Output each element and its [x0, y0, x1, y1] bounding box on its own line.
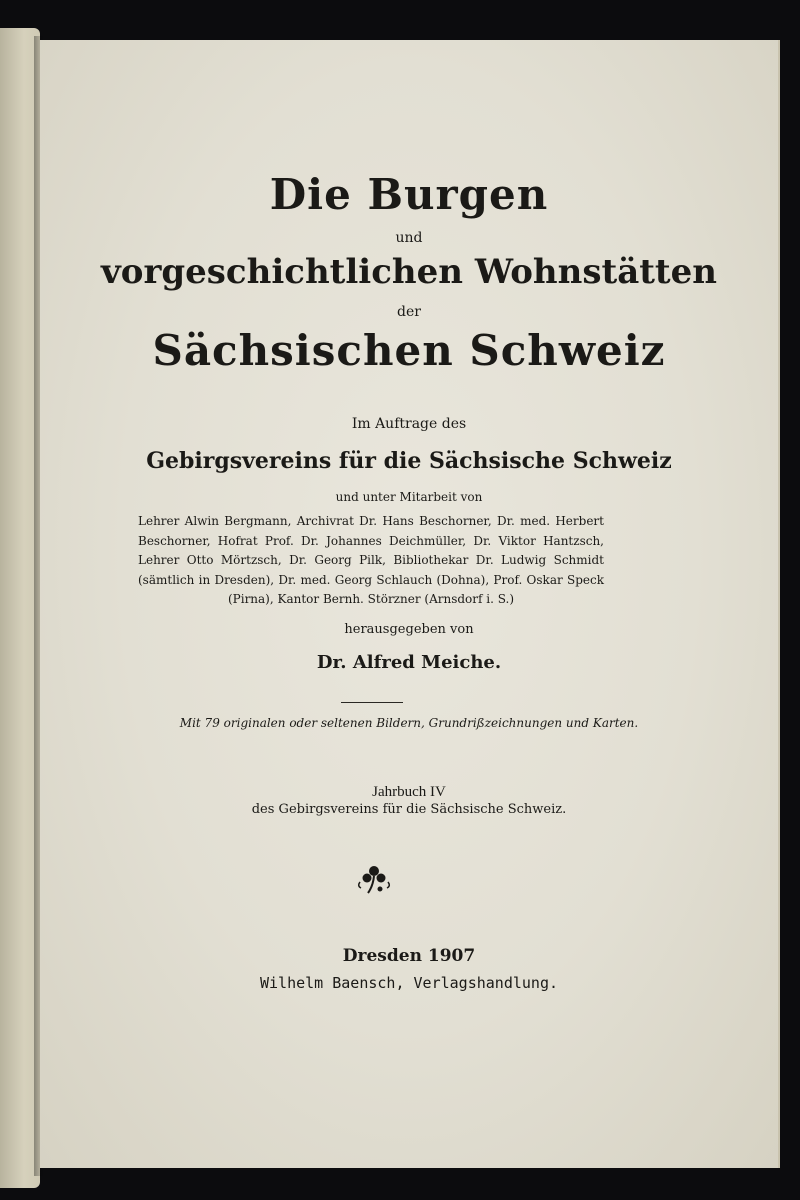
fleuron-clover-icon	[354, 860, 394, 900]
title-line-2: vorgeschichtlichen Wohnstätten	[101, 252, 717, 292]
title-line-3: Sächsischen Schweiz	[152, 326, 666, 375]
imprint-place-year: Dresden 1907	[342, 946, 476, 966]
yearbook-society: des Gebirgsvereins für die Sächsische Schweiz.	[251, 802, 567, 817]
imprint-publisher: Wilhelm Baensch, Verlagshandlung.	[259, 974, 558, 992]
commission-label: Im Auftrage des	[351, 416, 467, 432]
contributors-list: Lehrer Alwin Bergmann, Archivrat Dr. Hans Beschorner, Dr. med. Herbert Beschorner, Hofrat Prof. Dr. Johannes Deichmüller, Dr. Viktor Hantzsch, Lehrer Otto Mörtzsch, Dr. Georg Pilk, Bibliothekar Dr. Ludwig Schmidt (sämtlich in Dresden), Dr. med. Georg Schlauch (Dohna), Prof. Oskar Speck (Pirna), Kantor Bernh. Störzner (Arnsdorf i. S.)	[138, 514, 604, 606]
society-name: Gebirgsvereins für die Sächsische Schweiz	[146, 448, 672, 474]
editor-name: Dr. Alfred Meiche.	[316, 652, 502, 673]
title-line-1: Die Burgen	[269, 170, 549, 219]
editor-prefix: herausgegeben von	[344, 622, 474, 637]
collaboration-label: und unter Mitarbeit von	[335, 490, 483, 504]
title-page	[40, 40, 780, 1168]
divider-rule	[341, 702, 403, 703]
title-connector-und: und	[395, 230, 423, 246]
title-page-content	[40, 40, 778, 1168]
title-connector-der: der	[397, 304, 421, 320]
illustrations-note: Mit 79 originalen oder seltenen Bildern, Grundrißzeichnungen und Karten.	[179, 716, 639, 730]
yearbook-label: Jahrbuch IV	[372, 784, 446, 800]
